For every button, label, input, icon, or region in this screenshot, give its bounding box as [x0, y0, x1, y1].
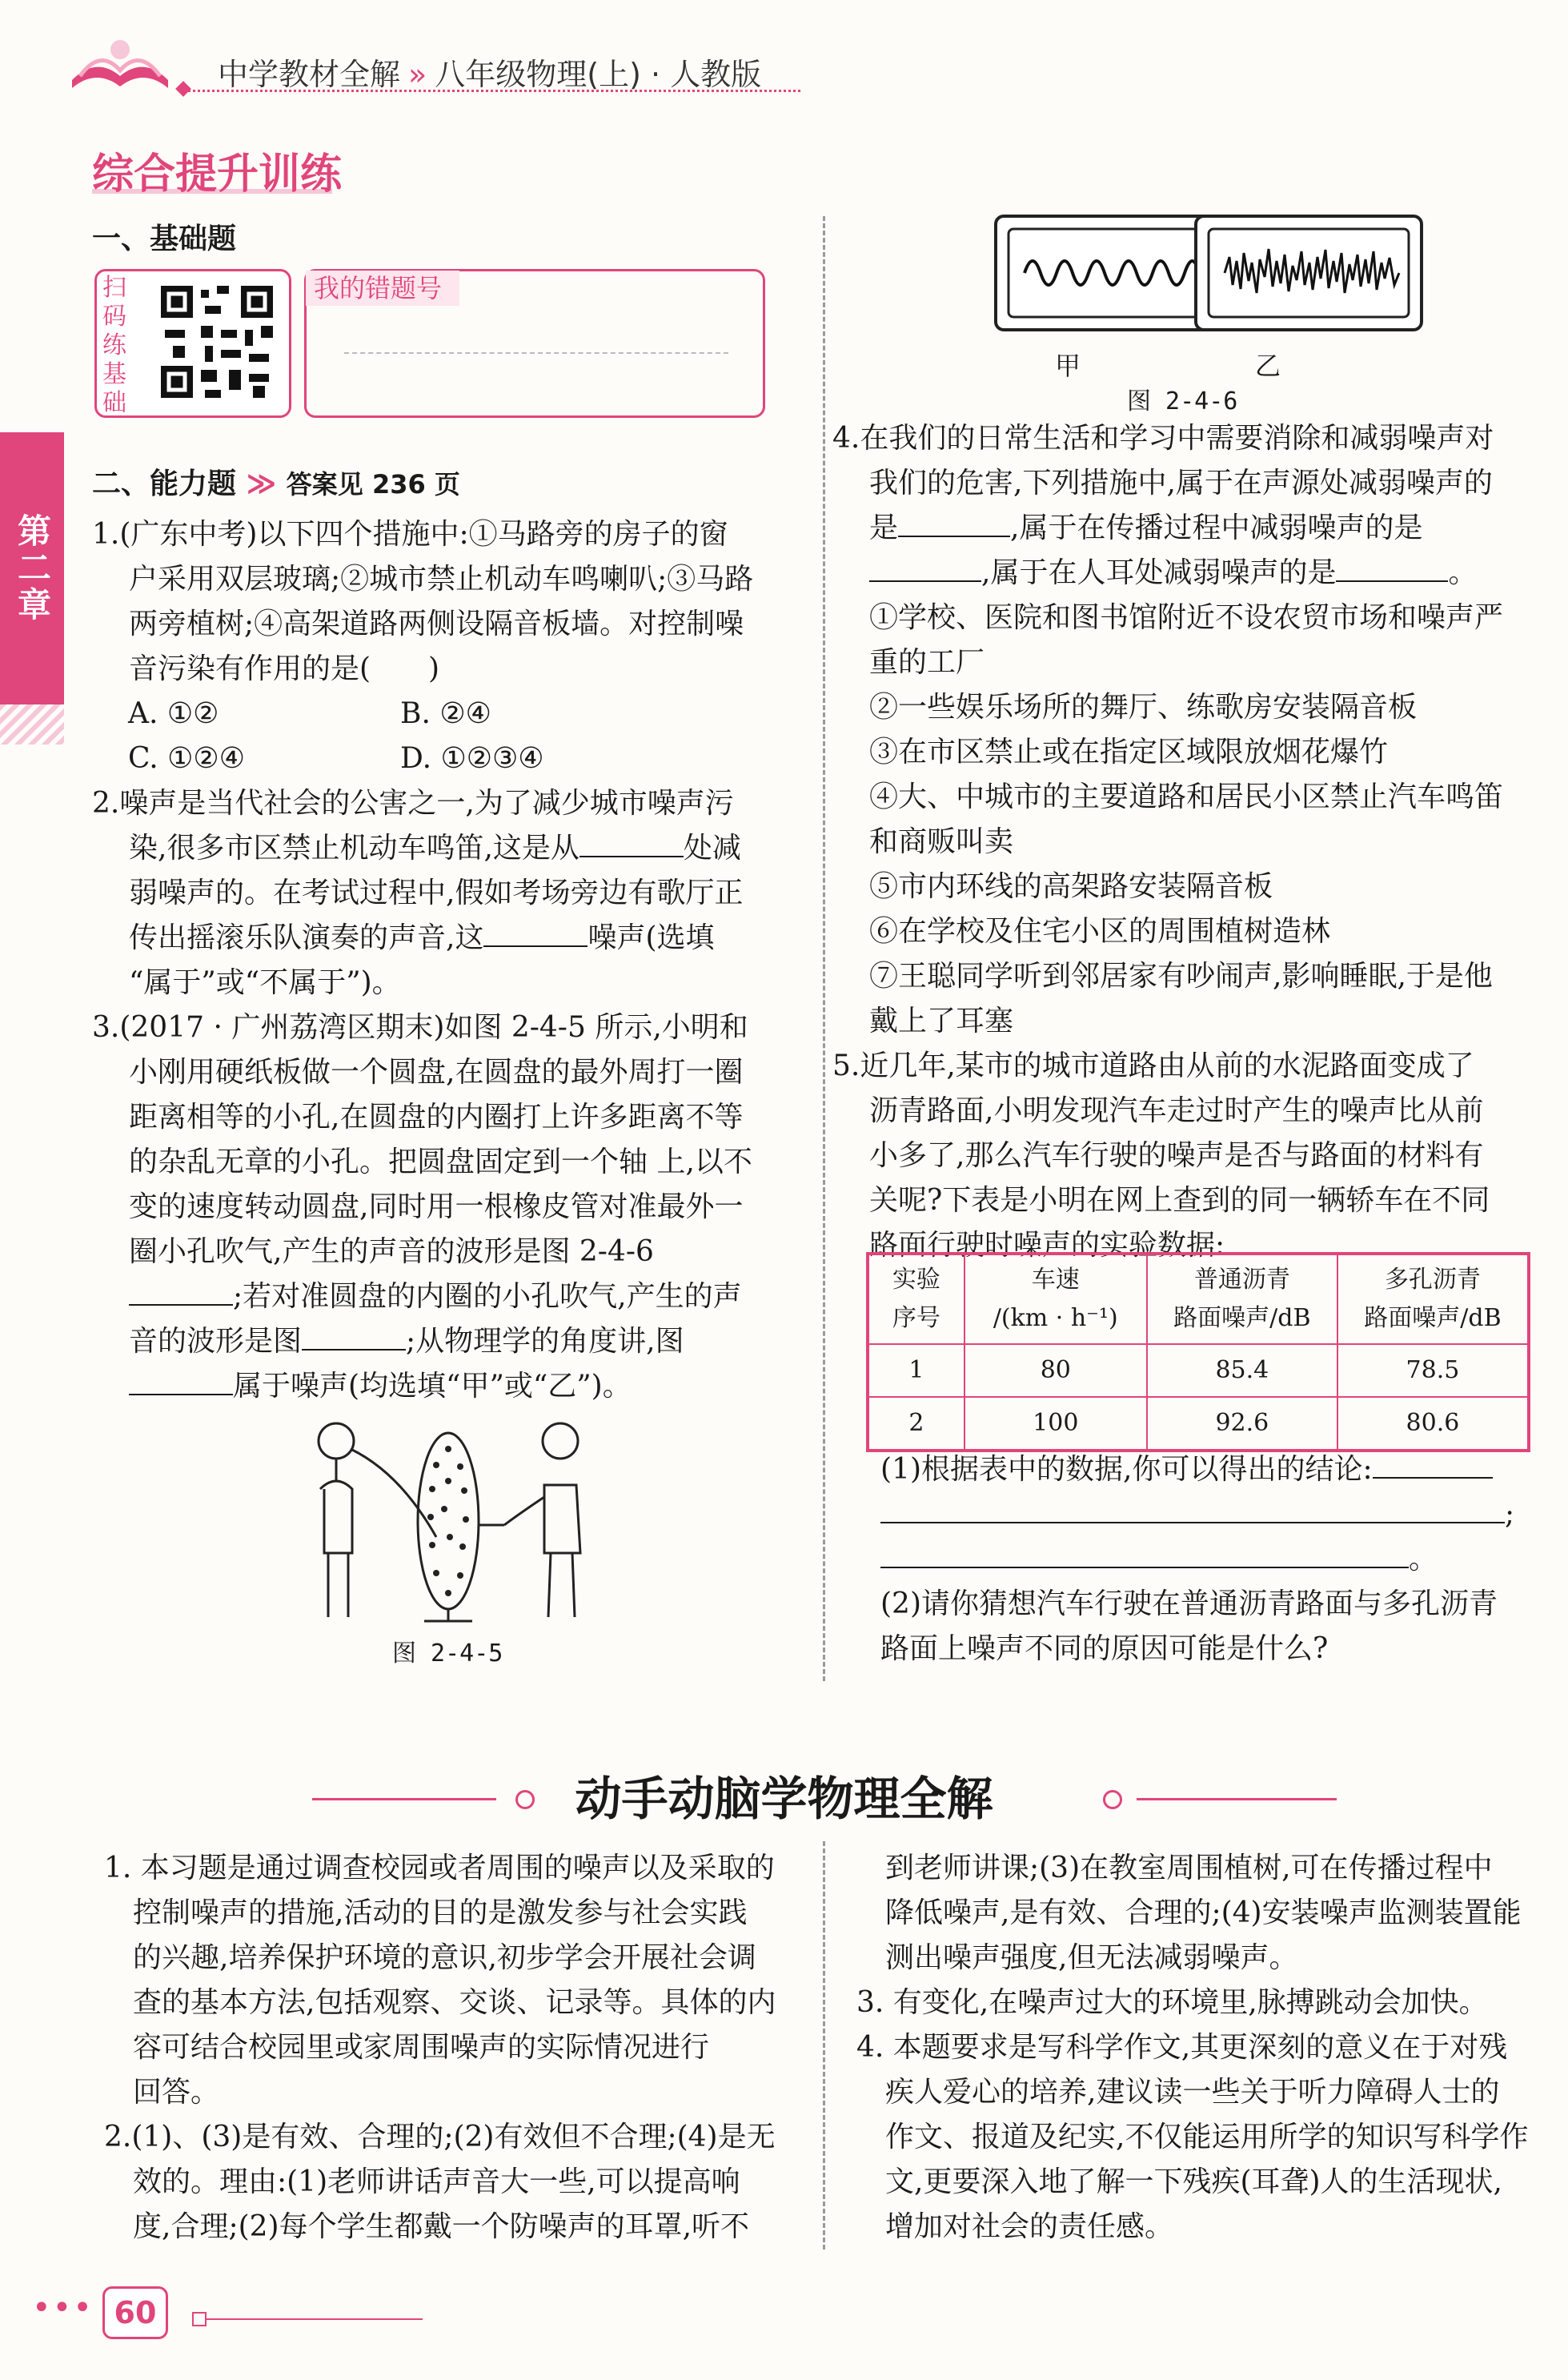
answer-line: 文,更要深入地了解一下残疾(耳聋)人的生活现状, — [885, 2165, 1502, 2198]
q3-line: 距离相等的小孔,在圆盘的内圈打上许多距离不等 — [129, 1101, 744, 1134]
q2-text: 噪声(选填 — [587, 921, 715, 954]
q3-text: ;从物理学的角度讲,图 — [406, 1325, 684, 1358]
q5-answer-line — [880, 1492, 1514, 1537]
header-star-icon — [175, 81, 191, 97]
q4-text: ,属于在人耳处减弱噪声的是 — [981, 556, 1337, 589]
q4-blank-3[interactable] — [1336, 580, 1448, 582]
footer-rule — [207, 2318, 423, 2320]
chapter-tab-stripe — [0, 704, 64, 745]
table-cell: 80.6 — [1337, 1397, 1529, 1451]
table-header-cell — [1147, 1254, 1337, 1344]
q2-line: 2.噪声是当代社会的公害之一,为了减少城市噪声污 — [92, 787, 734, 820]
q4-item: 戴上了耳塞 — [869, 1005, 1014, 1037]
table-cell: 85.4 — [1147, 1344, 1337, 1397]
header-text: 普通沥青 — [1193, 1266, 1290, 1294]
header-separator-icon: » — [408, 57, 427, 92]
running-header — [218, 50, 761, 94]
q2-text: 传出摇滚乐队演奏的声音,这 — [129, 921, 484, 954]
q2-text: 处减 — [683, 832, 741, 865]
answer-reference: 答案见 236 页 — [286, 469, 460, 500]
q4-line — [832, 506, 1503, 551]
basic-heading: 一、基础题 — [92, 223, 237, 255]
q4-line: 4.在我们的日常生活和学习中需要消除和减弱噪声对 — [832, 422, 1494, 455]
q5-answer-line — [880, 1537, 1438, 1582]
q1-line: 1.(广东中考)以下四个措施中:①马路旁的房子的窗 — [92, 518, 728, 551]
bottom-left-column — [104, 1846, 776, 2250]
chevron-right-icon: ≫ — [246, 468, 277, 500]
q5-answer-blank-3[interactable] — [880, 1567, 1409, 1568]
header-text: 车速 — [1031, 1266, 1080, 1294]
answer-line: 增加对社会的责任感。 — [885, 2210, 1174, 2243]
qr-label: 扫码练基础 — [102, 274, 126, 417]
q4-item: ②一些娱乐场所的舞厅、练歌房安装隔音板 — [869, 691, 1418, 724]
q5-line: 5.近几年,某市的城市道路由从前的水泥路面变成了 — [832, 1050, 1474, 1082]
q3-blank-2[interactable] — [302, 1349, 406, 1351]
q1-option-b[interactable]: B. ②④ — [400, 697, 491, 730]
q5-line: 小多了,那么汽车行驶的噪声是否与路面的材料有 — [869, 1139, 1484, 1172]
table-row — [868, 1344, 1529, 1397]
table-row — [868, 1397, 1529, 1451]
answer-line: 4. 本题要求是写科学作文,其更深刻的意义在于对残 — [856, 2031, 1508, 2064]
column-divider — [823, 216, 825, 1681]
header-text: 实验 — [892, 1266, 940, 1294]
answer-line: 的兴趣,培养保护环境的意识,初步学会开展社会调 — [133, 1941, 756, 1974]
header-text: 多孔沥青 — [1384, 1266, 1481, 1294]
q4-item: 和商贩叫卖 — [869, 825, 1014, 858]
q4-item: ⑦王聪同学听到邻居家有吵闹声,影响睡眠,于是他 — [869, 960, 1493, 993]
header-divider — [184, 90, 800, 92]
title-dot-right-icon — [1103, 1790, 1122, 1809]
q4-text: ,属于在传播过程中减弱噪声的是 — [1010, 512, 1423, 544]
q4-item: ⑥在学校及住宅小区的周围植树造林 — [869, 915, 1331, 948]
q3-text: ;若对准圆盘的内圈的小孔吹气,产生的声 — [233, 1280, 742, 1313]
q4-text: 。 — [1448, 556, 1478, 589]
q2-text: 染,很多市区禁止机动车鸣笛,这是从 — [129, 832, 579, 865]
q1-line: 户采用双层玻璃;②城市禁止机动车鸣喇叭;③马路 — [129, 563, 754, 596]
q3-text: 属于噪声(均选填“甲”或“乙”)。 — [233, 1370, 632, 1403]
q4-item: ③在市区禁止或在指定区域限放烟花爆竹 — [869, 736, 1389, 769]
page-number: 60 — [102, 2286, 168, 2339]
q3-line — [92, 1319, 752, 1364]
q2-line — [92, 826, 743, 871]
chapter-tab: 第二章 — [0, 432, 64, 704]
q1-line: 两旁植树;④高架道路两侧设隔音板墙。对控制噪 — [129, 608, 744, 640]
q5-answer-blank-1[interactable] — [1373, 1477, 1493, 1479]
q5-stem — [832, 1044, 1490, 1268]
q4-item: ⑤市内环线的高架路安装隔音板 — [869, 870, 1273, 903]
q5-sub2 — [880, 1582, 1498, 1672]
q2-blank-2[interactable] — [483, 945, 587, 947]
q5-answer-blank-2[interactable] — [880, 1522, 1505, 1523]
q4-line: 我们的危害,下列措施中,属于在声源处减弱噪声的 — [869, 467, 1493, 500]
table-header-cell — [1337, 1254, 1529, 1344]
q4-line — [832, 551, 1503, 596]
q4-item: ①学校、医院和图书馆附近不设农贸市场和噪声严 — [869, 601, 1504, 634]
mistake-label: 我的错题号 — [306, 271, 459, 306]
header-text: 路面噪声/dB — [1364, 1304, 1502, 1332]
page-dots-icon: ••• — [32, 2290, 94, 2326]
q3-line — [92, 1364, 752, 1409]
answer-line: 1. 本习题是通过调查校园或者周围的噪声以及采取的 — [104, 1852, 775, 1884]
q5-line: 路面行驶时噪声的实验数据: — [869, 1229, 1225, 1262]
answer-line: 回答。 — [133, 2076, 220, 2109]
footer-square-icon — [192, 2312, 207, 2326]
answer-line: 作文、报道及纪实,不仅能运用所学的知识写科学作 — [885, 2121, 1529, 2153]
mistake-writing-line — [344, 352, 728, 354]
answer-line: 2.(1)、(3)是有效、合理的;(2)有效但不合理;(4)是无 — [104, 2121, 776, 2153]
q3-line: 的杂乱无章的小孔。把圆盘固定到一个轴 上,以不 — [129, 1146, 752, 1178]
q5-punct: ; — [1505, 1498, 1515, 1531]
table-cell: 78.5 — [1337, 1344, 1529, 1397]
answer-line: 度,合理;(2)每个学生都戴一个防噪声的耳罩,听不 — [133, 2210, 750, 2243]
bottom-column-divider — [823, 1841, 825, 2250]
table-cell: 100 — [964, 1397, 1147, 1451]
ability-heading-text: 二、能力题 — [92, 468, 237, 500]
table-cell: 2 — [868, 1397, 964, 1451]
waveform-noise-icon — [1193, 213, 1425, 333]
q3-text: 音的波形是图 — [129, 1325, 303, 1358]
q3-stem — [92, 1005, 752, 1409]
q4-stem — [832, 416, 1503, 1044]
q1-option-d[interactable]: D. ①②③④ — [400, 742, 544, 775]
header-text: /(km · h⁻¹) — [993, 1304, 1118, 1332]
q4-blank-1[interactable] — [898, 536, 1010, 537]
section-title: 综合提升训练 — [92, 151, 343, 199]
q5-sub1-text: (1)根据表中的数据,你可以得出的结论: — [880, 1453, 1373, 1486]
book-logo-icon — [64, 32, 176, 96]
noise-data-table — [866, 1252, 1530, 1452]
q1-option-a[interactable]: A. ①② — [128, 697, 219, 730]
ability-heading — [92, 461, 460, 502]
answer-line: 容可结合校园里或家周围噪声的实际情况进行 — [133, 2031, 710, 2064]
q3-line: 小刚用硬纸板做一个圆盘,在圆盘的最外周打一圈 — [129, 1056, 744, 1089]
q5-sub1 — [880, 1447, 1493, 1492]
bottom-section-title: 动手动脑学物理全解 — [575, 1772, 993, 1826]
q1-line: 音污染有作用的是( ) — [129, 652, 440, 685]
table-header-cell — [868, 1254, 964, 1344]
answer-line: 控制噪声的措施,活动的目的是激发参与社会实践 — [133, 1896, 748, 1929]
q5-sub2-line: (2)请你猜想汽车行驶在普通沥青路面与多孔沥青 — [880, 1587, 1498, 1620]
q4-text: 是 — [869, 512, 899, 544]
book-series: 中学教材全解 — [218, 57, 401, 92]
answer-line: 疾人爱心的培养,建议读一些关于听力障碍人士的 — [885, 2076, 1500, 2109]
q3-line: 变的速度转动圆盘,同时用一根橡皮管对准最外一 — [129, 1190, 744, 1223]
q3-line: 圈小孔吹气,产生的声音的波形是图 2-4-6 — [129, 1235, 654, 1268]
figure-label-a: 甲 — [1055, 351, 1081, 381]
answer-line: 3. 有变化,在噪声过大的环境里,脉搏跳动会加快。 — [856, 1986, 1488, 2019]
figure-label-b: 乙 — [1255, 351, 1281, 381]
q3-line: 3.(2017 · 广州荔湾区期末)如图 2-4-5 所示,小明和 — [92, 1011, 748, 1044]
bottom-right-column — [856, 1846, 1528, 2250]
answer-line: 查的基本方法,包括观察、交谈、记录等。具体的内 — [133, 1986, 776, 2019]
q3-blank-1[interactable] — [129, 1304, 233, 1306]
q1-option-c[interactable]: C. ①②④ — [128, 742, 245, 775]
q4-item: ④大、中城市的主要道路和居民小区禁止汽车鸣笛 — [869, 781, 1504, 813]
table-cell: 92.6 — [1147, 1397, 1337, 1451]
q1-stem — [92, 512, 753, 692]
answer-line: 测出噪声强度,但无法减弱噪声。 — [885, 1941, 1298, 1974]
table-cell: 80 — [964, 1344, 1147, 1397]
q4-item: 重的工厂 — [869, 646, 985, 679]
q5-line: 关呢?下表是小明在网上查到的同一辆轿车在不同 — [869, 1184, 1490, 1217]
answer-line: 效的。理由:(1)老师讲话声音大一些,可以提高响 — [133, 2165, 740, 2198]
q4-blank-2[interactable] — [869, 580, 981, 582]
figure-2-4-5-caption: 图 2-4-5 — [392, 1640, 503, 1668]
table-header-row — [868, 1254, 1529, 1344]
figure-2-4-6-caption: 图 2-4-6 — [1127, 387, 1238, 415]
title-rule-right — [1137, 1798, 1337, 1800]
q5-punct: 。 — [1409, 1543, 1438, 1575]
qr-code-icon[interactable] — [157, 282, 277, 402]
header-text: 序号 — [892, 1304, 940, 1332]
header-text: 路面噪声/dB — [1173, 1304, 1311, 1332]
table-cell: 1 — [868, 1344, 964, 1397]
waveform-regular-icon — [993, 213, 1225, 333]
table-header-cell — [964, 1254, 1147, 1344]
q3-blank-3[interactable] — [129, 1394, 233, 1395]
q2-line: “属于”或“不属于”)。 — [129, 966, 401, 999]
q5-line: 沥青路面,小明发现汽车走过时产生的噪声比从前 — [869, 1094, 1484, 1127]
q2-blank-1[interactable] — [579, 856, 684, 857]
q2-stem — [92, 781, 743, 1005]
book-subject: 八年级物理(上) · 人教版 — [435, 57, 762, 92]
answer-line: 到老师讲课;(3)在教室周围植树,可在传播过程中 — [885, 1852, 1493, 1884]
answer-line: 降低噪声,是有效、合理的;(4)安装噪声监测装置能 — [885, 1896, 1522, 1929]
q3-line — [92, 1274, 752, 1319]
figure-disc-illustration — [304, 1417, 624, 1625]
q2-line — [92, 916, 743, 961]
q5-sub2-line: 路面上噪声不同的原因可能是什么? — [880, 1632, 1329, 1665]
q2-line: 弱噪声的。在考试过程中,假如考场旁边有歌厅正 — [129, 877, 744, 909]
